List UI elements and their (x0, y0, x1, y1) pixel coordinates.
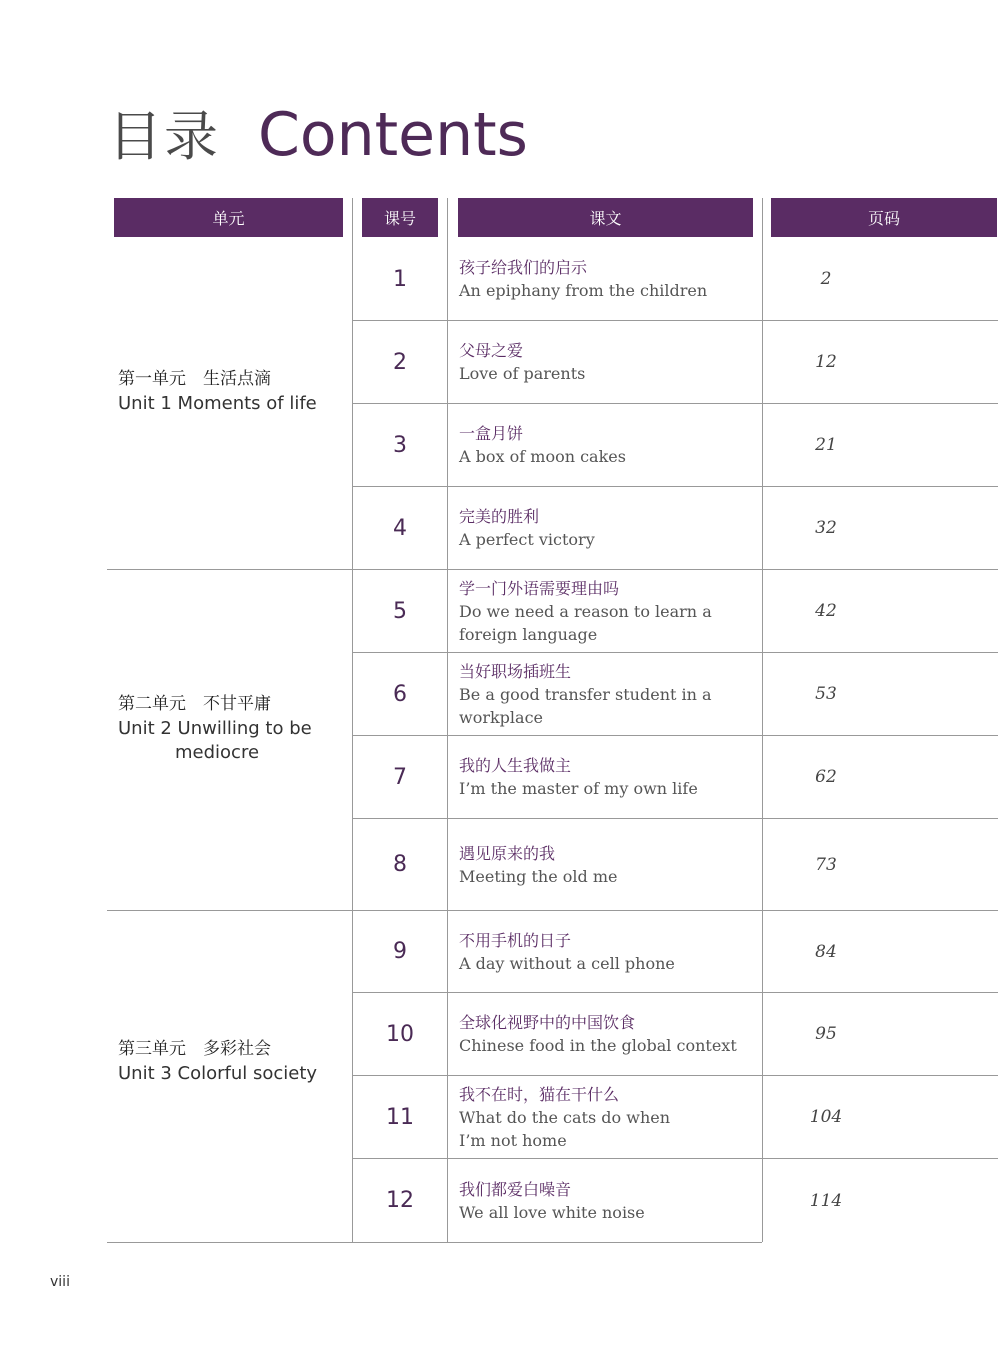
lesson-row (353, 819, 998, 910)
lesson-title-cn: 完美的胜利 (459, 507, 540, 526)
unit-title-en-continued: mediocre (175, 742, 260, 763)
unit-title-en: Unit 3 Colorful society (118, 1063, 318, 1084)
page-number: 95 (815, 1024, 837, 1044)
page-number: 73 (815, 854, 837, 875)
lesson-number: 3 (393, 432, 407, 458)
unit-title-en: Unit 1 Moments of life (118, 393, 317, 414)
page-number: 42 (815, 601, 837, 621)
page-number: 104 (809, 1107, 843, 1127)
lesson-title-cn: 父母之爱 (459, 341, 524, 360)
lesson-row (353, 736, 998, 818)
page-number: 32 (815, 518, 837, 538)
lesson-title-cn: 一盒月饼 (459, 424, 524, 443)
unit-title-cn: 第二单元 不甘平庸 (118, 694, 271, 714)
page-number: 2 (820, 269, 832, 289)
lesson-number: 10 (386, 1021, 414, 1047)
title-english: Contents (258, 100, 528, 170)
lesson-row (353, 238, 998, 320)
column-header-page: 页码 (771, 198, 997, 237)
unit-title-en: Unit 2 Unwilling to be (118, 718, 312, 739)
lesson-title-en: Do we need a reason to learn a foreign language (459, 601, 712, 644)
lesson-number: 12 (386, 1188, 414, 1213)
lesson-title-en: I’m the master of my own life (459, 779, 698, 798)
lesson-title-en: Chinese food in the global context (459, 1036, 737, 1055)
lesson-title-cn: 遇见原来的我 (459, 843, 556, 863)
lesson-title-cn: 全球化视野中的中国饮食 (459, 1013, 636, 1032)
title-chinese: 目录 (108, 105, 220, 168)
lesson-title-en: An epiphany from the children (459, 281, 708, 300)
lesson-number: 2 (393, 349, 407, 375)
unit-2 (118, 691, 348, 765)
lesson-title-cn: 我不在时，猫在干什么 (459, 1084, 620, 1104)
lesson-row (353, 570, 998, 652)
page-number: 12 (815, 352, 837, 372)
lesson-row (353, 911, 998, 992)
unit-1 (118, 366, 348, 416)
lesson-title-cn: 我们都爱白噪音 (459, 1179, 572, 1199)
lesson-title-cn: 我的人生我做主 (459, 756, 572, 775)
lesson-number: 6 (393, 681, 407, 707)
lesson-title-en: A perfect victory (459, 530, 595, 549)
lesson-title-en: Love of parents (459, 364, 586, 383)
column-header-unit: 单元 (114, 198, 343, 237)
page-number: 62 (815, 767, 837, 787)
lesson-title-cn: 当好职场插班生 (459, 661, 572, 681)
lesson-row (353, 653, 998, 735)
unit-title-cn: 第三单元 多彩社会 (118, 1039, 271, 1059)
lesson-number: 9 (393, 939, 407, 964)
unit-3 (118, 1036, 348, 1086)
unit-title-cn: 第一单元 生活点滴 (118, 369, 271, 389)
lesson-number: 11 (386, 1104, 414, 1130)
lesson-title-en: We all love white noise (459, 1202, 645, 1222)
page-number: 21 (815, 435, 837, 455)
lesson-title-en: Be a good transfer student in a workplace (459, 684, 712, 727)
page-number: 84 (815, 941, 837, 962)
lesson-row (353, 487, 998, 569)
lesson-title-cn: 孩子给我们的启示 (459, 258, 588, 277)
column-header-lesson: 课文 (458, 198, 753, 237)
lesson-number: 4 (393, 515, 407, 541)
column-header-number: 课号 (362, 198, 438, 237)
page-title (108, 100, 528, 170)
lesson-title-en: A box of moon cakes (459, 447, 626, 466)
lesson-title-en: A day without a cell phone (459, 953, 675, 973)
lesson-title-en: Meeting the old me (459, 866, 618, 886)
lesson-row (353, 404, 998, 486)
page-number: 53 (815, 684, 837, 704)
page-number: 114 (809, 1190, 843, 1211)
table-bottom-rule (107, 1242, 762, 1243)
lesson-number: 1 (393, 266, 407, 292)
lesson-number: 5 (393, 598, 407, 624)
lesson-number: 8 (393, 852, 407, 877)
lesson-title-en: What do the cats do when I’m not home (459, 1107, 671, 1150)
lesson-title-cn: 不用手机的日子 (459, 930, 572, 950)
lesson-row (353, 1076, 998, 1158)
lesson-row (353, 321, 998, 403)
lesson-row (353, 1159, 998, 1242)
page-folio: viii (50, 1274, 70, 1290)
lesson-row (353, 993, 998, 1075)
lesson-title-cn: 学一门外语需要理由吗 (459, 578, 620, 598)
lesson-number: 7 (393, 764, 407, 790)
